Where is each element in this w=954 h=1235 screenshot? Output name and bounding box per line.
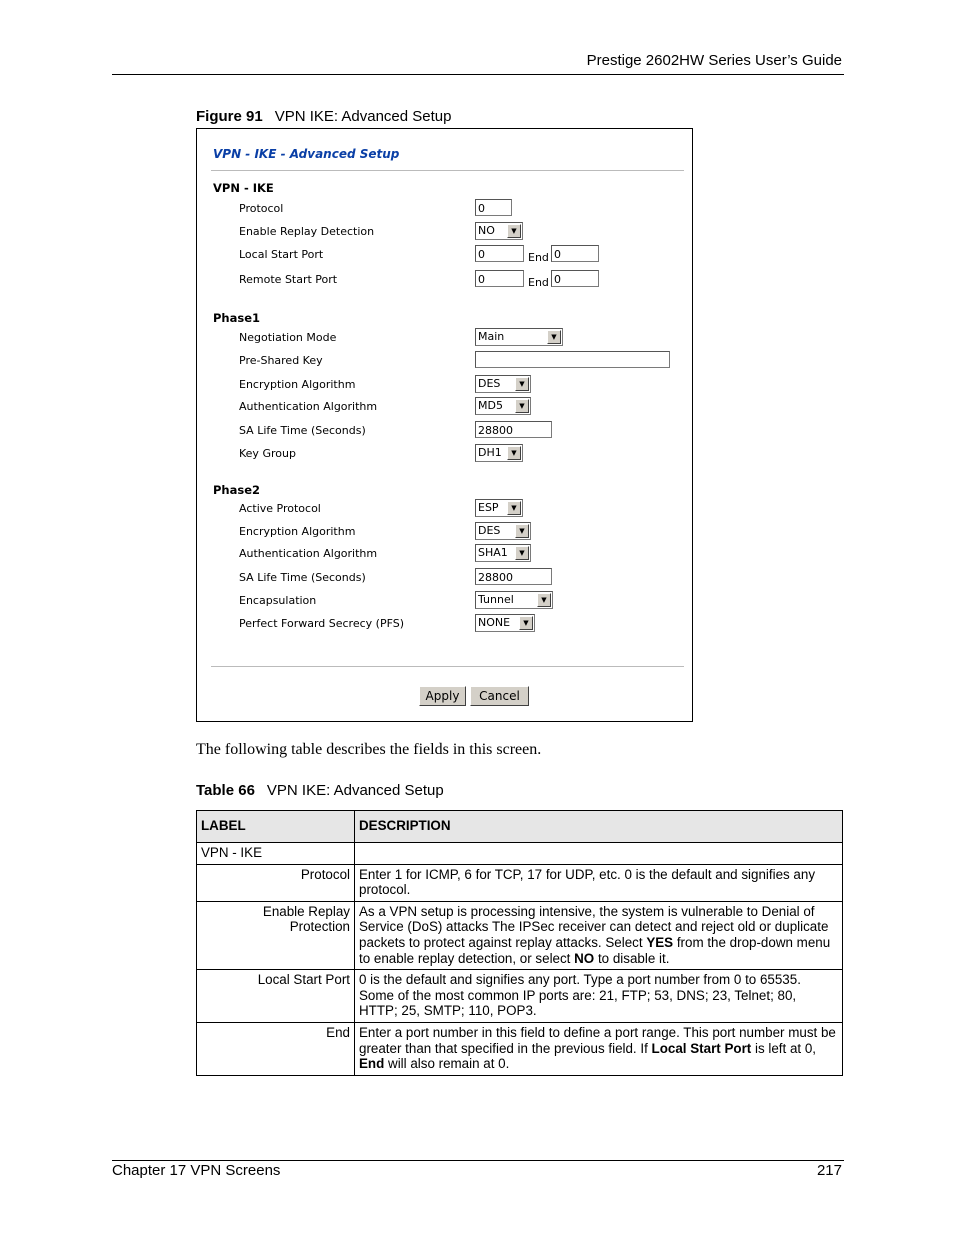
row-description: Enter 1 for ICMP, 6 for TCP, 17 for UDP, etc. 0 is the default and signifies any protocol.: [355, 864, 843, 901]
negotiation-mode-value: Main: [478, 330, 505, 343]
description-table: [196, 810, 843, 1076]
section-phase2: Phase2: [213, 483, 261, 497]
remote-start-port-input[interactable]: 0: [475, 270, 524, 287]
pre-shared-key-input[interactable]: [475, 351, 670, 368]
row-description: [355, 1022, 843, 1075]
table-caption: [196, 782, 444, 799]
replay-detection-select[interactable]: [475, 222, 523, 240]
protocol-input[interactable]: 0: [475, 199, 512, 216]
page-number: 217: [816, 1162, 842, 1179]
chevron-down-icon: ▼: [515, 399, 529, 413]
chevron-down-icon: ▼: [519, 616, 533, 630]
local-end-port-input[interactable]: 0: [551, 245, 599, 262]
chevron-down-icon: ▼: [507, 501, 521, 515]
bottom-divider: [211, 666, 684, 667]
desc-bold: YES: [646, 934, 674, 950]
section-phase1: Phase1: [213, 311, 261, 325]
p1-encryption-label: Encryption Algorithm: [239, 378, 356, 391]
p2-encryption-value: DES: [478, 524, 501, 537]
pfs-select[interactable]: [475, 614, 535, 632]
chevron-down-icon: ▼: [537, 593, 551, 607]
p1-authentication-value: MD5: [478, 399, 503, 412]
row-label: VPN - IKE: [197, 843, 355, 865]
row-description: [355, 843, 843, 865]
chevron-down-icon: ▼: [515, 377, 529, 391]
p1-encryption-select[interactable]: [475, 375, 531, 393]
p1-authentication-select[interactable]: [475, 397, 531, 415]
header-label: LABEL: [197, 811, 355, 843]
table-row: [197, 864, 843, 901]
desc-text: Enter a port number in this field to define a port range. This port number must be greater than that specified in the previous field. If: [359, 1024, 836, 1056]
desc-text: will also remain at 0.: [384, 1056, 510, 1072]
table-header-row: [197, 811, 843, 843]
p2-authentication-value: SHA1: [478, 546, 508, 559]
desc-text: to disable it.: [594, 950, 670, 966]
p2-authentication-label: Authentication Algorithm: [239, 547, 378, 560]
desc-bold: End: [359, 1056, 385, 1072]
remote-end-label: End: [528, 276, 549, 289]
row-label: Protocol: [197, 864, 355, 901]
pre-shared-key-label: Pre-Shared Key: [239, 354, 323, 367]
replay-detection-value: NO: [478, 224, 495, 237]
section-vpn-ike: VPN - IKE: [213, 181, 274, 195]
p2-encryption-select[interactable]: [475, 522, 531, 540]
header-rule: [112, 74, 844, 75]
desc-text: As a VPN setup is processing intensive, the system is vulnerable to Denial of Service (DoS) attacks The IPSec receiver can detect and reject old or duplicate packets to protect against replay attacks. Select: [359, 903, 829, 950]
key-group-value: DH1: [478, 446, 502, 459]
p2-authentication-select[interactable]: [475, 544, 531, 562]
screenshot-frame: [196, 128, 693, 722]
chevron-down-icon: ▼: [507, 446, 521, 460]
row-description: 0 is the default and signifies any port. Type a port number from 0 to 65535. Some of the most common IP ports are: 21, FTP; 53, DNS; 23, Telnet; 80, HTTP; 25, SMTP; 110, POP3.: [355, 970, 843, 1023]
table-title: VPN IKE: Advanced Setup: [266, 782, 444, 799]
encapsulation-label: Encapsulation: [239, 594, 317, 607]
table-label: Table 66: [196, 782, 255, 799]
key-group-select[interactable]: [475, 444, 523, 462]
desc-bold: Local Start Port: [651, 1040, 752, 1056]
remote-end-port-input[interactable]: 0: [551, 270, 599, 287]
desc-text: is left at 0,: [751, 1040, 817, 1056]
table-row: [197, 901, 843, 969]
replay-detection-label: Enable Replay Detection: [239, 225, 375, 238]
row-label: End: [197, 1022, 355, 1075]
table-row: [197, 843, 843, 865]
table-row: [197, 970, 843, 1023]
encapsulation-value: Tunnel: [478, 593, 514, 606]
p1-sa-lifetime-input[interactable]: 28800: [475, 421, 552, 438]
active-protocol-select[interactable]: [475, 499, 523, 517]
chevron-down-icon: ▼: [515, 546, 529, 560]
row-label: Local Start Port: [197, 970, 355, 1023]
chevron-down-icon: ▼: [515, 524, 529, 538]
table-row: [197, 1022, 843, 1075]
footer-chapter: Chapter 17 VPN Screens: [112, 1162, 281, 1179]
p1-sa-lifetime-label: SA Life Time (Seconds): [239, 424, 366, 437]
screen-title: VPN - IKE - Advanced Setup: [213, 147, 400, 161]
local-start-port-label: Local Start Port: [239, 248, 324, 261]
header-description: DESCRIPTION: [355, 811, 843, 843]
chevron-down-icon: ▼: [507, 224, 521, 238]
desc-text: from the drop-down menu to enable replay detection, or select: [359, 934, 831, 966]
negotiation-mode-select[interactable]: [475, 328, 563, 346]
p2-sa-lifetime-label: SA Life Time (Seconds): [239, 571, 366, 584]
figure-caption: [196, 108, 451, 125]
active-protocol-label: Active Protocol: [239, 502, 321, 515]
apply-button[interactable]: Apply: [419, 686, 466, 706]
figure-label: Figure 91: [196, 108, 263, 125]
remote-start-port-label: Remote Start Port: [239, 273, 338, 286]
row-label: Enable Replay Protection: [197, 901, 355, 969]
intro-text: The following table describes the fields in this screen.: [196, 741, 542, 758]
encapsulation-select[interactable]: [475, 591, 553, 609]
pfs-label: Perfect Forward Secrecy (PFS): [239, 617, 404, 630]
title-divider: [211, 170, 684, 171]
row-description: [355, 901, 843, 969]
desc-bold: NO: [574, 950, 595, 966]
pfs-value: NONE: [478, 616, 511, 629]
negotiation-mode-label: Negotiation Mode: [239, 331, 337, 344]
local-start-port-input[interactable]: 0: [475, 245, 524, 262]
footer-rule: [112, 1160, 844, 1161]
local-end-label: End: [528, 251, 549, 264]
p2-sa-lifetime-input[interactable]: 28800: [475, 568, 552, 585]
cancel-button[interactable]: Cancel: [470, 686, 529, 706]
p1-authentication-label: Authentication Algorithm: [239, 400, 378, 413]
page-header: Prestige 2602HW Series User’s Guide: [586, 52, 842, 69]
p1-encryption-value: DES: [478, 377, 501, 390]
protocol-label: Protocol: [239, 202, 284, 215]
p2-encryption-label: Encryption Algorithm: [239, 525, 356, 538]
active-protocol-value: ESP: [478, 501, 499, 514]
figure-title: VPN IKE: Advanced Setup: [274, 108, 452, 125]
chevron-down-icon: ▼: [547, 330, 561, 344]
key-group-label: Key Group: [239, 447, 296, 460]
